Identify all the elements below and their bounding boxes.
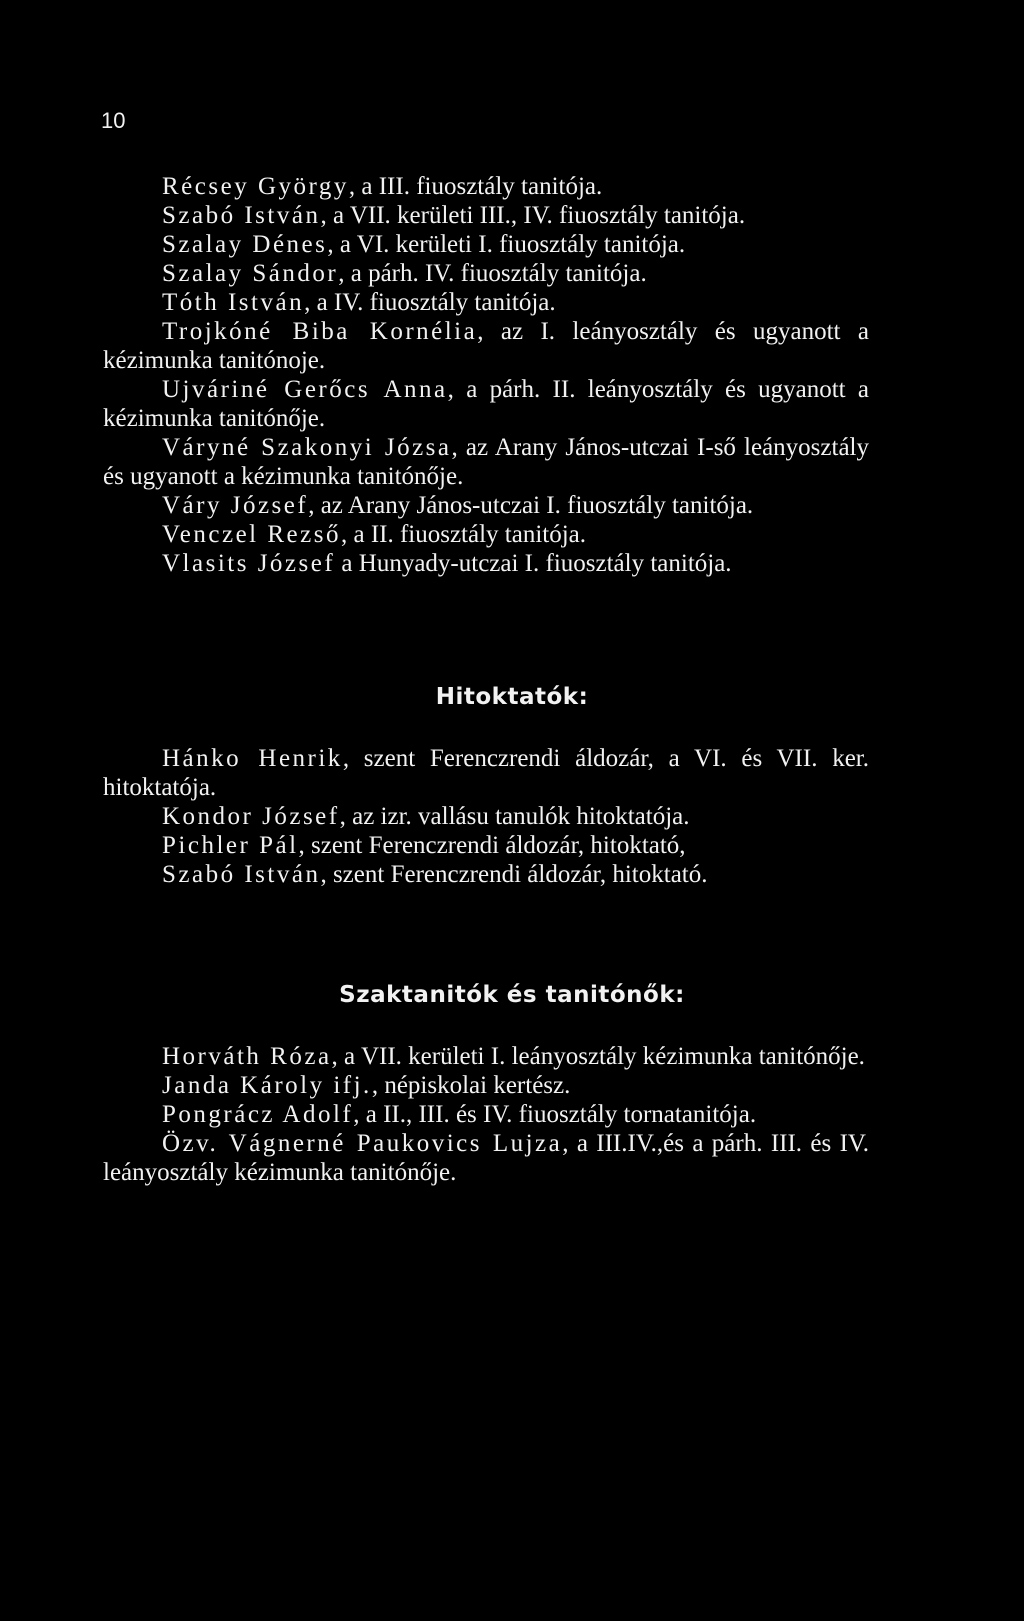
entry-name: Pichler Pál (162, 832, 299, 859)
list-item (103, 375, 869, 433)
entry-text: , a VII. kerületi III., IV. fiuosztály tanitója. (320, 202, 746, 229)
entry-name: Váryné Szakonyi Józsa (162, 434, 452, 461)
specialists-list (103, 1042, 869, 1187)
entry-text: , a párh. IV. fiuosztály tanitója. (338, 260, 647, 287)
list-item (103, 491, 869, 520)
list-item (103, 201, 869, 230)
list-item (103, 1042, 869, 1071)
entry-text: , az Arany János-utczai I. fiuosztály tanitója. (308, 492, 754, 519)
list-item (103, 1071, 869, 1100)
religion-list (103, 744, 869, 889)
list-item (103, 172, 869, 201)
entry-text: , a VI. kerületi I. fiuosztály tanitója. (327, 231, 686, 258)
entry-text: , az Arany János-utczai I-ső leányosztály és ugyanott a kézimunka tanitónője. (103, 434, 869, 490)
religion-heading: Hitoktatók: (435, 684, 589, 710)
entry-name: Venczel Rezső (162, 521, 341, 548)
entry-name: Özv. Vágnerné Paukovics Lujza (162, 1130, 563, 1157)
entry-text: , a III.IV.,és a párh. III. és IV. leányosztály kézimunka tanitónője. (103, 1130, 869, 1186)
entry-name: Tóth István (162, 289, 305, 316)
entry-name: Horváth Róza (162, 1043, 332, 1070)
entry-name: Szabó István (162, 202, 321, 229)
list-item (103, 317, 869, 375)
entry-name: Janda Károly ifj. (162, 1072, 372, 1099)
list-item (103, 802, 869, 831)
list-item (103, 1129, 869, 1187)
entry-text: , az I. leányosztály és ugyanott a kézimunka tanitónoje. (103, 318, 869, 374)
list-item (103, 259, 869, 288)
entry-text: a Hunyady-utczai I. fiuosztály tanitója. (335, 550, 732, 577)
entry-text: , a VII. kerületi I. leányosztály kézimunka tanitónője. (331, 1043, 865, 1070)
entry-name: Récsey György (162, 173, 349, 200)
entry-text: , szent Ferenczrendi áldozár, hitoktató, (298, 832, 686, 859)
entry-name: Vlasits József (162, 550, 336, 577)
entry-text: , szent Ferenczrendi áldozár, a VI. és VII. ker. hitoktatója. (103, 745, 869, 801)
list-item (103, 549, 869, 578)
entry-text: , népiskolai kertész. (371, 1072, 571, 1099)
entry-text: , a IV. fiuosztály tanitója. (304, 289, 556, 316)
specialists-heading: Szaktanitók és tanitónők: (339, 982, 685, 1008)
list-item (103, 433, 869, 491)
entry-name: Ujváriné Gerőcs Anna (162, 376, 448, 403)
entry-text: , az izr. vallásu tanulók hitoktatója. (339, 803, 690, 830)
entry-name: Trojkóné Biba Kornélia (162, 318, 478, 345)
entry-name: Kondor József (162, 803, 340, 830)
entry-text: , a III. fiuosztály tanitója. (348, 173, 603, 200)
list-item (103, 860, 869, 889)
entry-name: Szalay Sándor (162, 260, 339, 287)
entry-name: Szalay Dénes (162, 231, 328, 258)
entry-name: Szabó István (162, 861, 321, 888)
list-item (103, 520, 869, 549)
teachers-list (103, 172, 869, 578)
entry-name: Pongrácz Adolf (162, 1101, 354, 1128)
list-item (103, 831, 869, 860)
entry-text: , a párh. II. leányosztály és ugyanott a kézimunka tanitónője. (103, 376, 869, 432)
list-item (103, 744, 869, 802)
page-number: 10 (101, 108, 126, 133)
entry-name: Váry József (162, 492, 309, 519)
entry-text: , a II., III. és IV. fiuosztály tornatanitója. (353, 1101, 757, 1128)
list-item (103, 230, 869, 259)
entry-name: Hánko Henrik (162, 745, 343, 772)
entry-text: , szent Ferenczrendi áldozár, hitoktató. (320, 861, 708, 888)
list-item (103, 288, 869, 317)
list-item (103, 1100, 869, 1129)
entry-text: , a II. fiuosztály tanitója. (340, 521, 587, 548)
